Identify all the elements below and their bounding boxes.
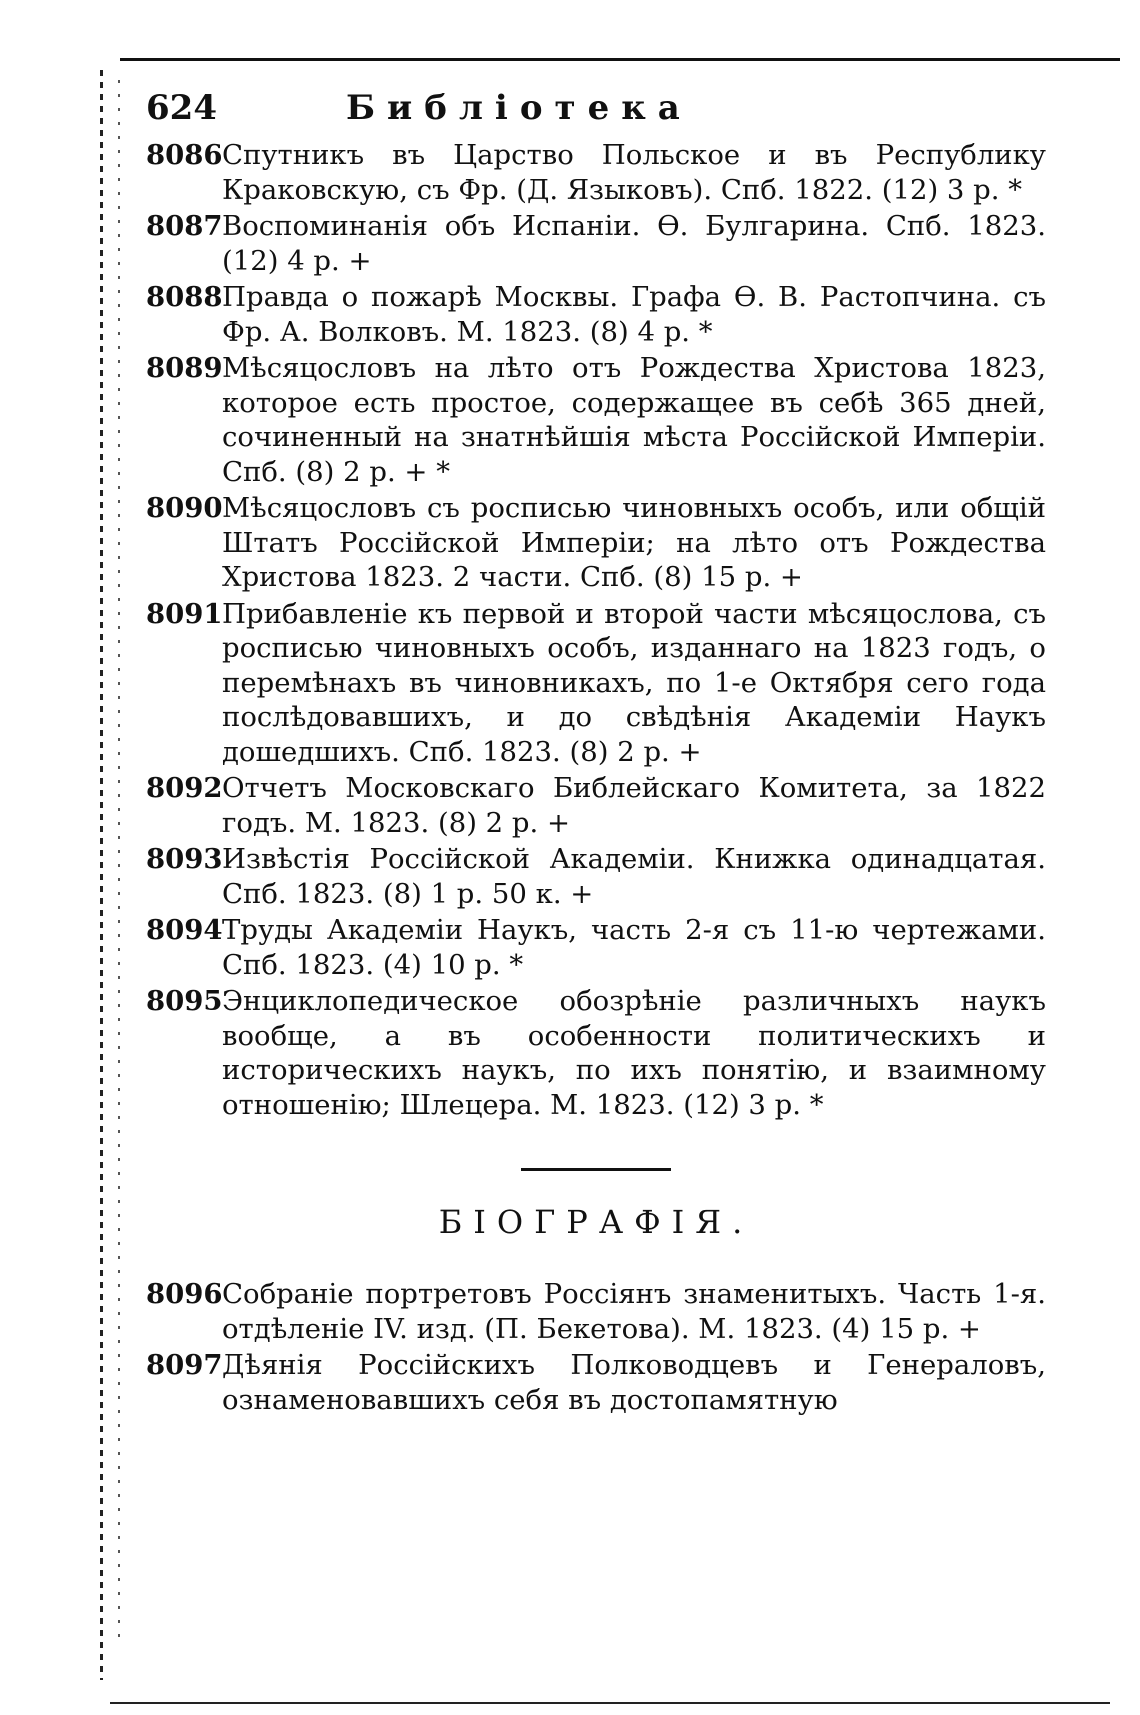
- entry-text: Правда о пожарѣ Москвы. Графа Ѳ. В. Растопчина. съ Фр. А. Волковъ. М. 1823. (8) 4 р. *: [222, 281, 1046, 348]
- entry-list: [146, 138, 1046, 1122]
- entry-number: 8089: [146, 352, 223, 384]
- entry-number: 8096: [146, 1278, 223, 1310]
- entry-number: 8093: [146, 843, 223, 875]
- entry-text: Энциклопедическое обозрѣніе различныхъ наукъ вообще, а въ особенности политическихъ и историческихъ наукъ, по ихъ понятію, и взаимному отношенію; Шлецера. М. 1823. (12) 3 р. *: [222, 985, 1046, 1121]
- top-border-rule: [120, 58, 1120, 61]
- entry-text: Дѣянія Россійскихъ Полководцевъ и Генераловъ, ознаменовавшихъ себя въ достопамятную: [222, 1349, 1046, 1416]
- entry-text: Отчетъ Московскаго Библейскаго Комитета, за 1822 годъ. М. 1823. (8) 2 р. +: [222, 772, 1046, 839]
- entry-number: 8095: [146, 985, 223, 1017]
- entry-list-biography: [146, 1277, 1046, 1417]
- entry-number: 8086: [146, 139, 223, 171]
- bottom-border-rule: [110, 1702, 1110, 1704]
- catalog-entry: [146, 1348, 1046, 1417]
- entry-number: 8090: [146, 492, 223, 524]
- page-number: 624: [146, 88, 217, 128]
- entry-text: Извѣстія Россійской Академіи. Книжка одинадцатая. Спб. 1823. (8) 1 р. 50 к. +: [222, 843, 1046, 910]
- entry-text: Труды Академіи Наукъ, часть 2-я съ 11-ю чертежами. Спб. 1823. (4) 10 р. *: [222, 914, 1046, 981]
- catalog-entry: [146, 984, 1046, 1122]
- page-body: [146, 88, 1046, 1419]
- entry-text: Мѣсяцословъ съ росписью чиновныхъ особъ, или общій Штатъ Россійской Имперіи; на лѣто отъ Рождества Христова 1823. 2 части. Спб. (8) 15 р. +: [222, 492, 1046, 593]
- entry-number: 8088: [146, 281, 223, 313]
- entry-number: 8097: [146, 1349, 223, 1381]
- page-header: [146, 88, 1046, 138]
- catalog-entry: [146, 913, 1046, 982]
- entry-number: 8092: [146, 772, 223, 804]
- entry-text: Воспоминанія объ Испаніи. Ѳ. Булгарина. Спб. 1823. (12) 4 р. +: [222, 210, 1046, 277]
- catalog-entry: [146, 280, 1046, 349]
- entry-text: Мѣсяцословъ на лѣто отъ Рождества Христова 1823, которое есть простое, содержащее въ себѣ 365 дней, сочиненный на знатнѣйшія мѣста Россійской Имперіи. Спб. (8) 2 р. + *: [222, 352, 1046, 488]
- entry-number: 8091: [146, 597, 223, 630]
- catalog-entry: [146, 1277, 1046, 1346]
- entry-number: 8094: [146, 914, 223, 946]
- catalog-entry: [146, 351, 1046, 489]
- catalog-entry: [146, 491, 1046, 595]
- section-heading: БІОГРАФІЯ.: [438, 1203, 754, 1241]
- entry-number: 8087: [146, 210, 223, 242]
- left-binding-edge: [100, 70, 103, 1680]
- catalog-entry: [146, 138, 1046, 207]
- catalog-entry: [146, 771, 1046, 840]
- left-binding-edge-inner: [118, 80, 120, 1640]
- entry-text: Прибавленіе къ первой и второй части мѣсяцослова, съ росписью чиновныхъ особъ, изданнаго на 1823 годъ, о перемѣнахъ въ чиновникахъ, по 1-е Октября сего года послѣдовавшихъ, и до свѣдѣнія Академіи Наукъ дошедшихъ. Спб. 1823. (8) 2 р. +: [222, 597, 1046, 768]
- section-divider: [521, 1168, 671, 1171]
- catalog-entry: [146, 842, 1046, 911]
- entry-text: Спутникъ въ Царство Польское и въ Республику Краковскую, съ Фр. (Д. Языковъ). Спб. 1822. (12) 3 р. *: [222, 139, 1046, 206]
- catalog-entry: [146, 209, 1046, 278]
- running-title: Библіотека: [346, 88, 692, 128]
- catalog-entry: [146, 597, 1046, 770]
- entry-text: Собраніе портретовъ Россіянъ знаменитыхъ. Часть 1-я. отдѣленіе IV. изд. (П. Бекетова). М. 1823. (4) 15 р. +: [222, 1278, 1046, 1345]
